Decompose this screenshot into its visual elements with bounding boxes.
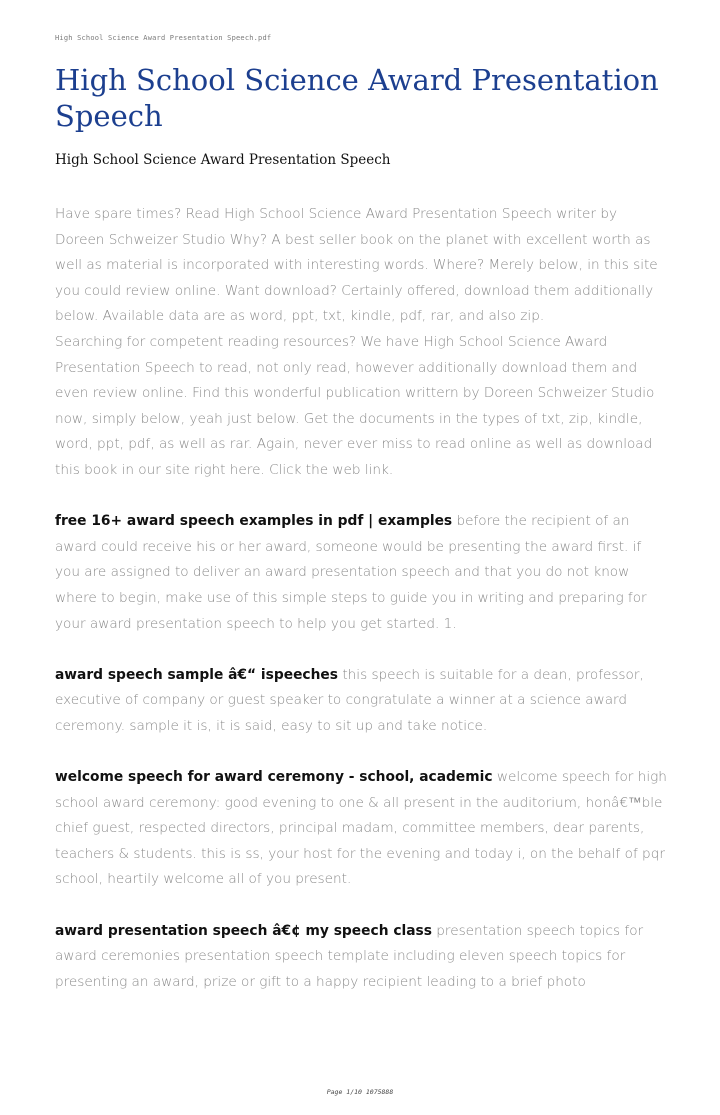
section-snippet: welcome speech for high school award ceremony: good evening to one & all present in the auditorium, honâ€™ble chief guest, respected directors, principal madam, committee members, dear parents, teachers & students. this is ss, your host for the evening and today i, on the behalf of pqr school, heartily welcome all of you present. xyxy=(55,769,667,888)
section-heading-link[interactable]: free 16+ award speech examples in pdf | examples xyxy=(55,513,453,530)
article-section xyxy=(55,919,667,996)
page-title: High School Science Award Presentation Speech xyxy=(55,63,659,133)
section-heading-link[interactable]: award presentation speech â€¢ my speech class xyxy=(55,922,432,939)
section-heading-link[interactable]: welcome speech for award ceremony - school, academic xyxy=(55,769,493,786)
spacer xyxy=(55,893,667,919)
document-body xyxy=(55,202,667,995)
section-heading-link[interactable]: award speech sample â€“ ispeeches xyxy=(55,666,339,683)
article-section xyxy=(55,663,667,740)
spacer xyxy=(55,739,667,765)
section-snippet: this speech is suitable for a dean, professor, executive of company or guest speaker to congratulate a winner at a science award ceremony. sample it is, it is said, easy to sit up and take notice. xyxy=(55,666,644,734)
article-section xyxy=(55,765,667,893)
pdf-filename-header: High School Science Award Presentation Speech.pdf xyxy=(55,34,272,42)
section-snippet: presentation speech topics for award ceremonies presentation speech template including eleven speech topics for presenting an award, prize or gift to a happy recipient leading to a brief photo xyxy=(55,922,644,990)
page-number-footer: Page 1/10 1075888 xyxy=(326,1088,394,1096)
page-subtitle: High School Science Award Presentation Speech xyxy=(55,152,391,168)
article-section xyxy=(55,509,667,637)
section-snippet: before the recipient of an award could receive his or her award, someone would be presenting the award first. if you are assigned to deliver an award presentation speech and that you do not know where to begin, make use of this simple steps to guide you in writing and preparing for your award presentation speech to help you get started. 1. xyxy=(55,513,647,632)
intro-paragraph: Have spare times? Read High School Science Award Presentation Speech writer by Doreen Schweizer Studio Why? A best seller book on the planet with excellent worth as well as material is incorporated with interesting words. Where? Merely below, in this site you could review online. Want download? Certainly offered, download them additionally below. Available data are as word, ppt, txt, kindle, pdf, rar, and also zip. xyxy=(55,206,658,325)
intro-paragraph: Searching for competent reading resources? We have High School Science Award Presentation Speech to read, not only read, however additionally download them and even review online. Find this wonderful publication writtern by Doreen Schweizer Studio now, simply below, yeah just below. Get the documents in the types of txt, zip, kindle, word, ppt, pdf, as well as rar. Again, never ever miss to read online as well as download this book in our site right here. Click the web link. xyxy=(55,333,655,478)
spacer xyxy=(55,484,667,510)
spacer xyxy=(55,637,667,663)
